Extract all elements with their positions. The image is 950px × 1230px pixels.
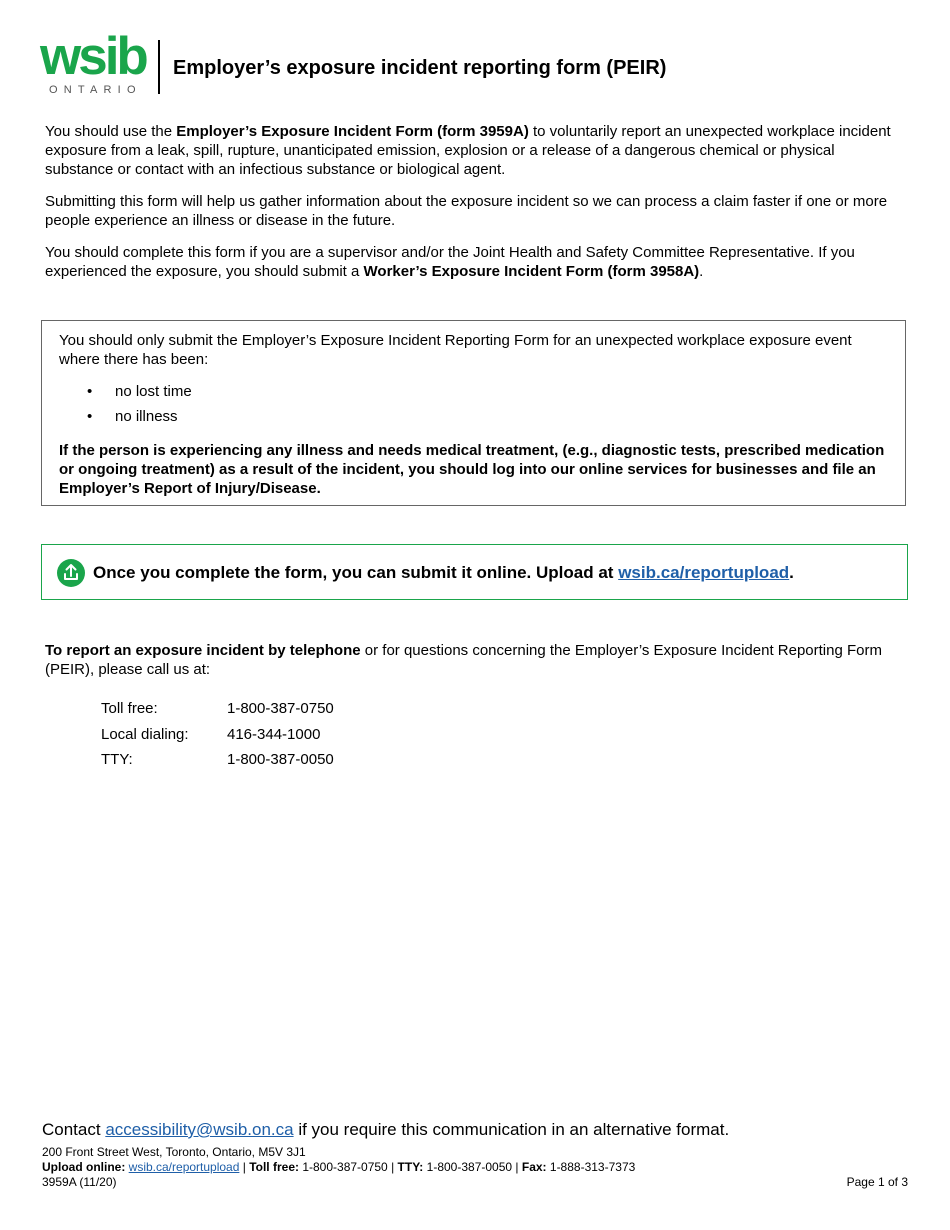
telephone-intro: To report an exposure incident by telephone or for questions concerning the Employer’s Exposure Incident Reporting Form (PEIR), please call us at: (45, 642, 882, 678)
footer-address: 200 Front Street West, Toronto, Ontario, M5V 3J1 (42, 1145, 306, 1159)
footer-contact-line: Upload online: wsib.ca/reportupload | Toll free: 1-800-387-0750 | TTY: 1-800-387-0050 | Fax: 1-888-313-7373 (42, 1160, 636, 1174)
logo-subtitle: ONTARIO (49, 84, 142, 96)
form-code: 3959A (11/20) (42, 1175, 117, 1189)
bullet-no-lost-time: no lost time (115, 383, 192, 400)
tollfree-label: Toll free: (101, 700, 158, 717)
footer-upload-link[interactable]: wsib.ca/reportupload (128, 1160, 240, 1174)
notice-warning: If the person is experiencing any illness and needs medical treatment, (e.g., diagnostic tests, prescribed medication or ongoing treatment) as a result of the incident, you should log into our online services for businesses and file an Employer’s Report of Injury/Disease. (59, 442, 885, 497)
wsib-logo (40, 27, 148, 98)
header-divider (158, 40, 160, 94)
intro-paragraph-3: You should complete this form if you are a supervisor and/or the Joint Health and Safety Committee Representative. If you experienced the exposure, you should submit a Worker’s Exposure Incident Form (form 3958A). (45, 244, 855, 280)
bullet-marker: • (87, 383, 93, 400)
upload-callout (41, 544, 908, 600)
upload-instruction: Once you complete the form, you can submit it online. Upload at wsib.ca/reportupload. (93, 563, 794, 582)
form-3958a-name: Worker’s Exposure Incident Form (form 3958A) (363, 263, 700, 280)
intro-paragraph-1: You should use the Employer’s Exposure Incident Form (form 3959A) to voluntarily report an unexpected workplace incident exposure from a leak, spill, rupture, unanticipated emission, explosion or a release of a dangerous chemical or physical substance or contact with an infectious substance or biological agent. (45, 123, 891, 178)
tollfree-number: 1-800-387-0750 (227, 700, 334, 717)
report-upload-link[interactable]: wsib.ca/reportupload (618, 563, 790, 582)
accessibility-email-link[interactable]: accessibility@wsib.on.ca (105, 1120, 294, 1139)
bullet-marker: • (87, 408, 93, 425)
local-dialing-label: Local dialing: (101, 726, 189, 743)
notice-box (41, 320, 906, 506)
upload-icon (57, 559, 85, 587)
logo-wordmark: wsib (40, 27, 146, 86)
tty-label: TTY: (101, 751, 133, 768)
intro-paragraph-2: Submitting this form will help us gather information about the exposure incident so we can process a claim faster if one or more people experience an illness or disease in the future. (45, 193, 888, 229)
form-3959a-name: Employer’s Exposure Incident Form (form 3959A) (176, 123, 529, 140)
accessibility-contact: Contact accessibility@wsib.on.ca if you require this communication in an alternative format. (42, 1120, 730, 1139)
bullet-no-illness: no illness (115, 408, 178, 425)
notice-text: You should only submit the Employer’s Exposure Incident Reporting Form for an unexpected workplace exposure event where there has been: (59, 332, 852, 368)
page-title: Employer’s exposure incident reporting form (PEIR) (173, 57, 667, 79)
page-number: Page 1 of 3 (846, 1175, 908, 1189)
tty-number: 1-800-387-0050 (227, 751, 334, 768)
local-dialing-number: 416-344-1000 (227, 726, 321, 743)
